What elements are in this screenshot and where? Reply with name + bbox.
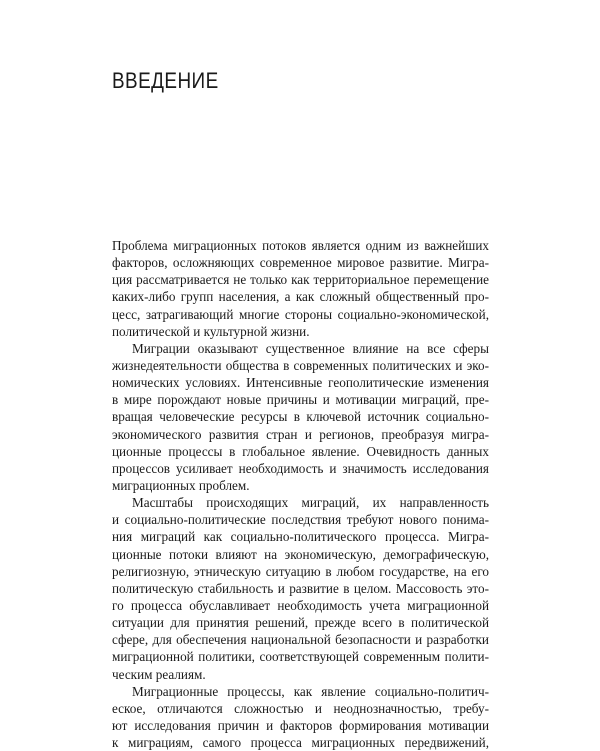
text-line: политическую стабильность и развитие в целом. Массовость это- xyxy=(112,580,489,596)
text-line: миграционной политики, соответствующей современным полити- xyxy=(112,649,489,665)
text-line: миграционных проблем. xyxy=(112,477,250,493)
text-line: ситуации для принятия решений, прежде всего в политической xyxy=(112,615,489,631)
text-line: религиозную, этническую ситуацию в любом государстве, на его xyxy=(112,563,489,579)
paragraph xyxy=(112,340,489,494)
text-line: цесс, затрагивающий многие стороны социально-экономической, xyxy=(112,306,489,322)
text-line: ют исследования причин и факторов формирования мотивации xyxy=(112,717,489,733)
text-line: факторов, осложняющих современное мировое развитие. Мигра- xyxy=(112,255,489,271)
text-line: и социально-политические последствия требуют нового понима- xyxy=(112,512,489,528)
text-line: ция рассматривается не только как территориальное перемещение xyxy=(112,272,489,288)
text-line: ческим реалиям. xyxy=(112,666,206,682)
text-line: политической и культурной жизни. xyxy=(112,323,310,339)
text-line: процессов усиливает необходимость и значимость исследования xyxy=(112,460,489,476)
text-line: ния миграций как социально-политического процесса. Мигра- xyxy=(112,529,489,545)
text-line: ционные потоки влияют на экономическую, демографическую, xyxy=(112,546,489,562)
text-line: еское, отличаются сложностью и неоднозначностью, требу- xyxy=(112,700,489,716)
body-text xyxy=(112,237,489,751)
text-line: Миграции оказывают существенное влияние на все сферы xyxy=(132,340,489,356)
text-line: Масштабы происходящих миграций, их направленность xyxy=(132,495,489,511)
text-line: жизнедеятельности общества в современных политических и эко- xyxy=(112,357,489,373)
text-line: сфере, для обеспечения национальной безопасности и разработки xyxy=(112,632,489,648)
text-line: номических условиях. Интенсивные геополитические изменения xyxy=(112,375,489,391)
text-line: экономического развития стран и регионов, преобразуя мигра- xyxy=(112,426,489,442)
paragraph xyxy=(112,683,489,751)
text-line: в мире порождают новые причины и мотивации миграций, пре- xyxy=(112,392,489,408)
text-line: вращая человеческие ресурсы в ключевой источник социально- xyxy=(112,409,489,425)
page-title: ВВЕДЕНИЕ xyxy=(112,68,219,93)
paragraph xyxy=(112,237,489,340)
text-line: каких-либо групп населения, а как сложный общественный про- xyxy=(112,289,489,305)
text-line: го процесса обуславливает необходимость учета миграционной xyxy=(112,597,489,613)
text-line: Проблема миграционных потоков является одним из важнейших xyxy=(112,238,489,253)
text-line: Миграционные процессы, как явление социально-политич- xyxy=(132,683,489,699)
text-line: ционные процессы в глобальное явление. Очевидность данных xyxy=(112,443,489,459)
paragraph xyxy=(112,494,489,683)
text-line: к миграциям, самого процесса миграционных передвижений, xyxy=(112,735,489,751)
